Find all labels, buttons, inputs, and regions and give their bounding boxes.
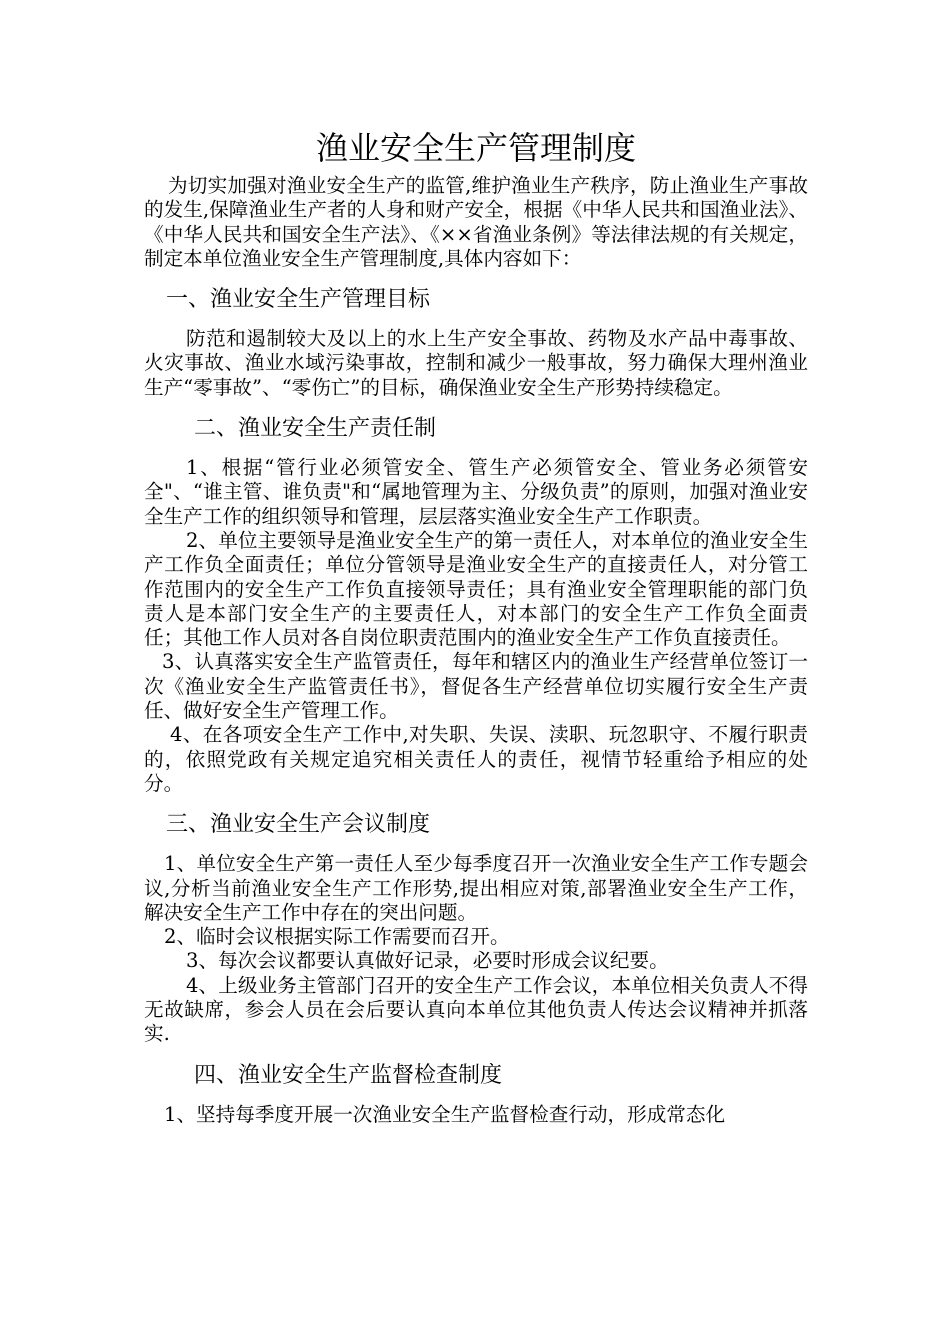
document-title: 渔业安全生产管理制度 — [315, 129, 636, 167]
section-3-paragraph-2: 2、临时会议根据实际工作需要而召开。 — [164, 925, 510, 949]
section-4-heading: 四、渔业安全生产监督检查制度 — [194, 1062, 503, 1088]
section-2-paragraph-1: 1、根据“管行业必须管安全、管生产必须管安全、管业务必须管安全"、“谁主管、谁负责"和“属地管理为主、分级负责”的原则，加强对渔业安全生产工作的组织领导和管理，层层落实渔业安全生产工作职责。 — [144, 456, 808, 528]
section-3-paragraph-4: 4、上级业务主管部门召开的安全生产工作会议，本单位相关负责人不得无故缺席，参会人员在会后要认真向本单位其他负责人传达会议精神并抓落实. — [144, 973, 808, 1046]
section-1-heading: 一、渔业安全生产管理目标 — [166, 287, 431, 313]
intro-paragraph: 为切实加强对渔业安全生产的监管,维护渔业生产秩序，防止渔业生产事故的发生,保障渔业生产者的人身和财产安全，根据《中华人民共和国渔业法》、《中华人民共和国安全生产法》、《××省渔业条例》等法律法规的有关规定，制定本单位渔业安全生产管理制度,具体内容如下： — [144, 174, 808, 270]
section-3-paragraph-1: 1、单位安全生产第一责任人至少每季度召开一次渔业安全生产工作专题会议,分析当前渔业安全生产工作形势,提出相应对策,部署渔业安全生产工作，解决安全生产工作中存在的突出问题。 — [144, 852, 808, 924]
section-2-paragraph-3: 3、认真落实安全生产监管责任，每年和辖区内的渔业生产经营单位签订一次《渔业安全生产监管责任书》，督促各生产经营单位切实履行安全生产责任、做好安全生产管理工作。 — [144, 650, 808, 723]
section-3-heading: 三、渔业安全生产会议制度 — [166, 812, 431, 838]
document-page — [144, 122, 808, 1127]
section-3-paragraph-3: 3、每次会议都要认真做好记录，必要时形成会议纪要。 — [186, 949, 669, 973]
section-1-paragraph-1: 防范和遏制较大及以上的水上生产安全事故、药物及水产品中毒事故、火灾事故、渔业水域污染事故，控制和减少一般事故，努力确保大理州渔业生产“零事故”、“零伤亡”的目标，确保渔业安全生产形势持续稳定。 — [144, 327, 808, 399]
section-2-paragraph-4: 4、在各项安全生产工作中,对失职、失误、渎职、玩忽职守、不履行职责的，依照党政有关规定追究相关责任人的责任，视情节轻重给予相应的处分。 — [144, 723, 808, 795]
section-2-paragraph-2: 2、单位主要领导是渔业安全生产的第一责任人，对本单位的渔业安全生产工作负全面责任；单位分管领导是渔业安全生产的直接责任人，对分管工作范围内的安全生产工作负直接领导责任；具有渔业安全管理职能的部门负责人是本部门安全生产的主要责任人，对本部门的安全生产工作负全面责任；其他工作人员对各自岗位职责范围内的渔业安全生产工作负直接责任。 — [144, 528, 808, 650]
section-4-paragraph-1: 1、坚持每季度开展一次渔业安全生产监督检查行动，形成常态化 — [164, 1102, 726, 1126]
section-2-heading: 二、渔业安全生产责任制 — [194, 416, 437, 442]
